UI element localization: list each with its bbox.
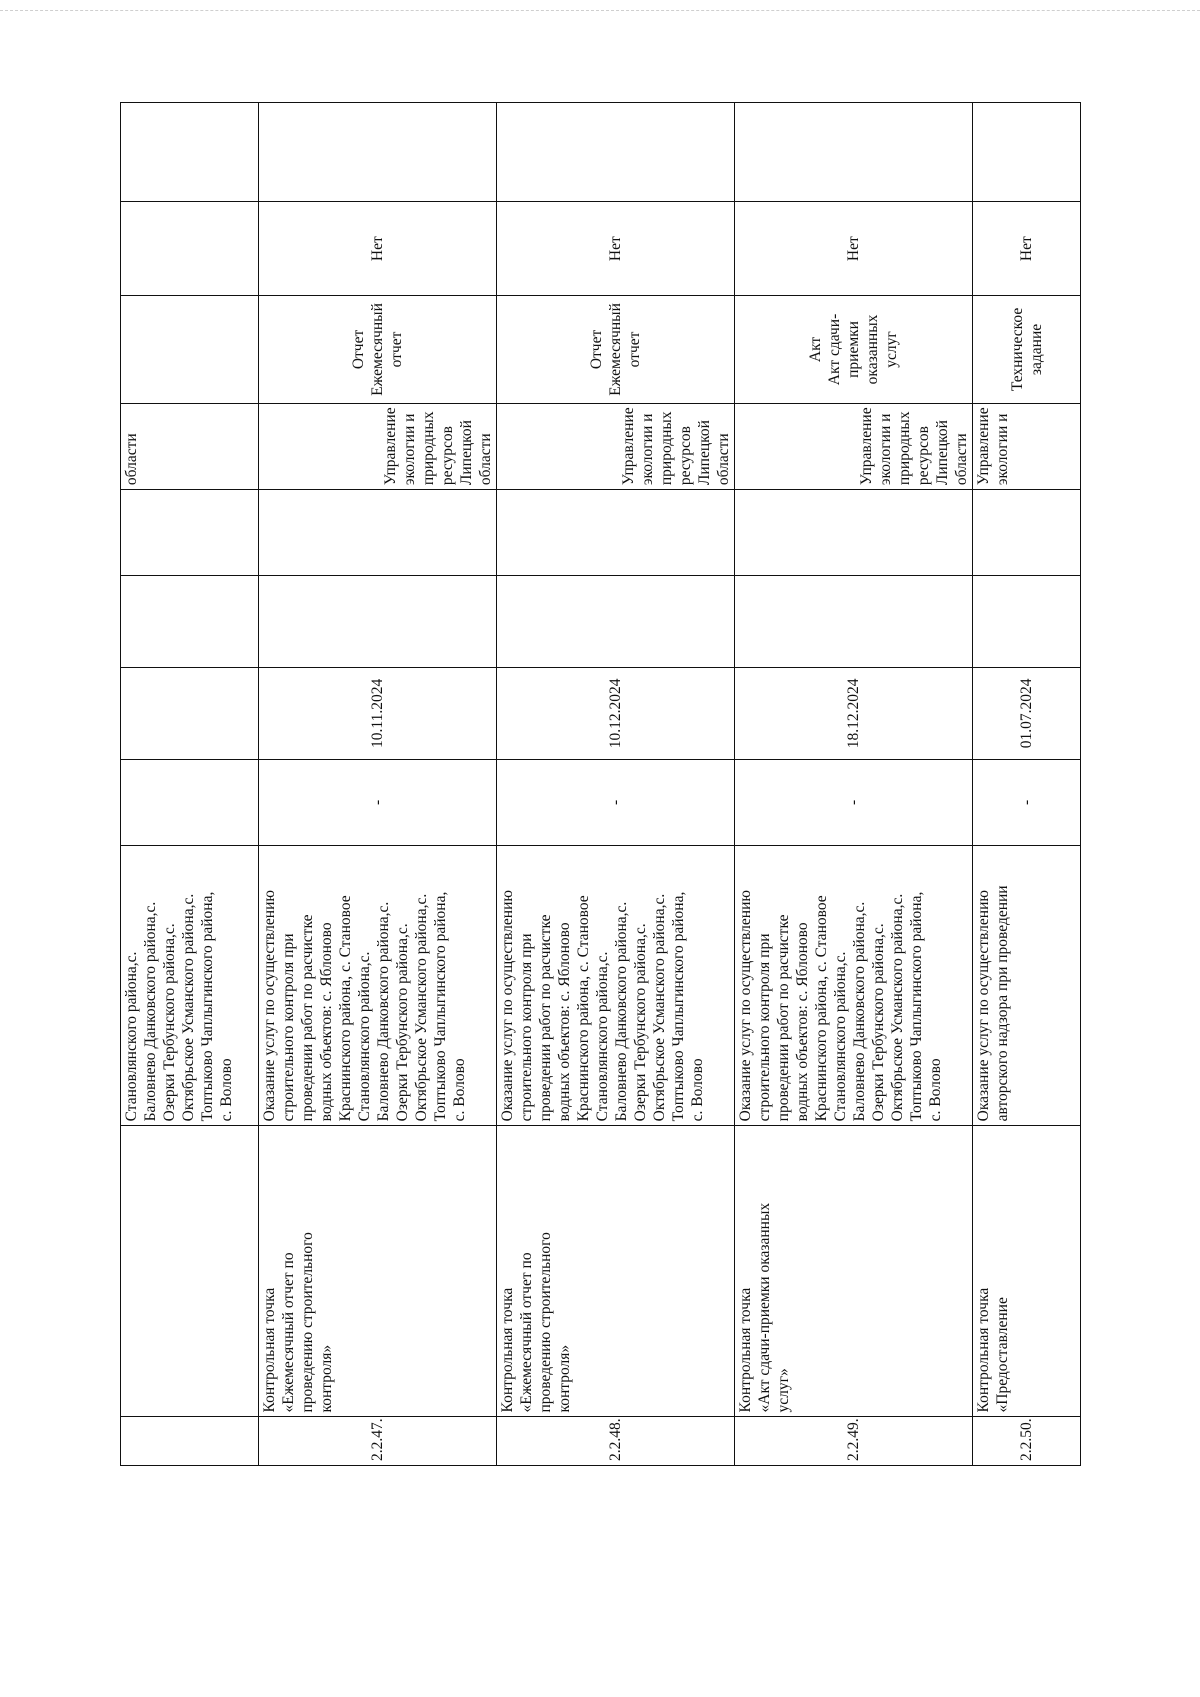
cell-object: Оказание услуг по осуществлению строительного контроля при проведении работ по расчистке водных объектов: с. Яблоново Краснинского района, с. Становое Становлянского района,с. Баловнево Данковского района,с. Озерки Тербунского района,с. Октябрьское Усманского района,с. Топтыково Чаплыгинского района, с. Волово <box>259 845 497 1125</box>
table-row <box>259 103 497 1466</box>
cell-last <box>973 103 1081 202</box>
cell-event: Контрольная точка «Ежемесячный отчет по проведению строительного контроля» <box>259 1126 497 1417</box>
cell-object: Становлянского района,с. Баловнево Данковского района,с. Озерки Тербунского района,с. Октябрьское Усманского района,с. Топтыково Чаплыгинского района, с. Волово <box>121 845 259 1125</box>
table-row <box>735 103 973 1466</box>
cell-event <box>121 1126 259 1417</box>
cell-col6 <box>121 490 259 576</box>
cell-doc: Отчет Ежемесячный отчет <box>497 296 735 404</box>
cell-num: 2.2.50. <box>973 1417 1081 1466</box>
cell-last <box>497 103 735 202</box>
cell-flag: Нет <box>497 202 735 296</box>
cell-col6 <box>973 490 1081 576</box>
cell-responsible: Управление экологии и природных ресурсов Липецкой области <box>497 403 735 489</box>
cell-col5 <box>735 576 973 668</box>
cell-event: Контрольная точка «Акт сдачи-приемки оказанных услуг» <box>735 1126 973 1417</box>
cell-col5 <box>259 576 497 668</box>
cell-doc <box>121 296 259 404</box>
control-points-table <box>120 102 1081 1466</box>
cell-end: 01.07.2024 <box>973 668 1081 760</box>
cell-doc: Отчет Ежемесячный отчет <box>259 296 497 404</box>
cell-end: 10.11.2024 <box>259 668 497 760</box>
cell-col5 <box>121 576 259 668</box>
cell-event: Контрольная точка «Ежемесячный отчет по проведению строительного контроля» <box>497 1126 735 1417</box>
scan-top-edge <box>0 10 1200 11</box>
cell-object: Оказание услуг по осуществлению строительного контроля при проведении работ по расчистке водных объектов: с. Яблоново Краснинского района, с. Становое Становлянского района,с. Баловнево Данковского района,с. Озерки Тербунского района,с. Октябрьское Усманского района,с. Топтыково Чаплыгинского района, с. Волово <box>497 845 735 1125</box>
cell-col6 <box>497 490 735 576</box>
cell-start: - <box>259 759 497 845</box>
cell-num: 2.2.49. <box>735 1417 973 1466</box>
cell-start: - <box>973 759 1081 845</box>
cell-start <box>121 759 259 845</box>
table-row-continuation <box>121 103 259 1466</box>
cell-num: 2.2.48. <box>497 1417 735 1466</box>
cell-last <box>735 103 973 202</box>
cell-event: Контрольная точка «Предоставление <box>973 1126 1081 1417</box>
cell-doc: Техническое задание <box>973 296 1081 404</box>
cell-object: Оказание услуг по осуществлению строительного контроля при проведении работ по расчистке водных объектов: с. Яблоново Краснинского района, с. Становое Становлянского района,с. Баловнево Данковского района,с. Озерки Тербунского района,с. Октябрьское Усманского района,с. Топтыково Чаплыгинского района, с. Волово <box>735 845 973 1125</box>
cell-flag: Нет <box>973 202 1081 296</box>
cell-start: - <box>735 759 973 845</box>
rotated-table-container <box>120 102 1080 1466</box>
cell-responsible: Управление экологии и <box>973 403 1081 489</box>
cell-last <box>259 103 497 202</box>
cell-num <box>121 1417 259 1466</box>
cell-end: 10.12.2024 <box>497 668 735 760</box>
cell-col5 <box>497 576 735 668</box>
cell-responsible: области <box>121 403 259 489</box>
cell-end <box>121 668 259 760</box>
cell-start: - <box>497 759 735 845</box>
cell-responsible: Управление экологии и природных ресурсов Липецкой области <box>259 403 497 489</box>
cell-flag <box>121 202 259 296</box>
cell-col6 <box>735 490 973 576</box>
table-row <box>973 103 1081 1466</box>
cell-end: 18.12.2024 <box>735 668 973 760</box>
cell-flag: Нет <box>735 202 973 296</box>
cell-doc: Акт Акт сдачи- приемки оказанных услуг <box>735 296 973 404</box>
cell-flag: Нет <box>259 202 497 296</box>
cell-num: 2.2.47. <box>259 1417 497 1466</box>
cell-col5 <box>973 576 1081 668</box>
cell-responsible: Управление экологии и природных ресурсов Липецкой области <box>735 403 973 489</box>
cell-last <box>121 103 259 202</box>
table-row <box>497 103 735 1466</box>
cell-col6 <box>259 490 497 576</box>
cell-object: Оказание услуг по осуществлению авторского надзора при проведении <box>973 845 1081 1125</box>
